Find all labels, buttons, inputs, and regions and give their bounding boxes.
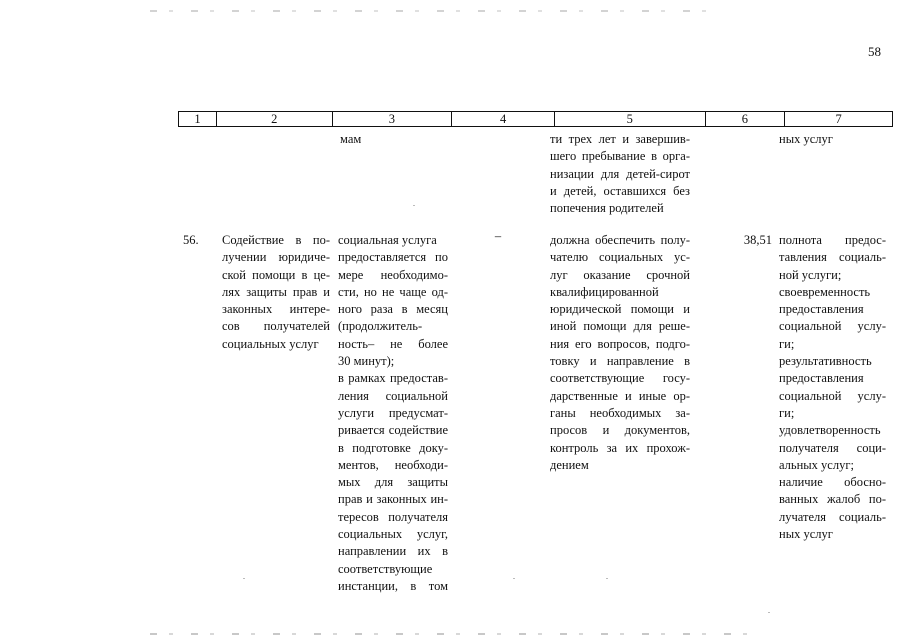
text-line: ных услуг bbox=[779, 527, 833, 542]
text-line: тавления социаль- bbox=[779, 250, 886, 265]
text-line: попечения родителей bbox=[550, 201, 664, 216]
text-line: должна обеспечить полу- bbox=[550, 233, 690, 247]
text-line: инстанции, в том bbox=[338, 578, 448, 593]
text-line: альных услуг; bbox=[779, 457, 854, 472]
text-line: удовлетворенность bbox=[779, 423, 881, 438]
text-line: товку и направление в bbox=[550, 354, 690, 369]
text-line: соответствующие bbox=[338, 561, 433, 576]
text-line: ти трех лет и завершив- bbox=[550, 132, 690, 146]
text-line: низации для детей-сирот bbox=[550, 166, 690, 181]
scan-speck bbox=[413, 205, 415, 206]
text-line: прав и законных ин- bbox=[338, 492, 448, 507]
text-line: результативность bbox=[779, 354, 872, 369]
row-56-tariff: 38,51 bbox=[743, 233, 772, 247]
text-line: ганы необходимых за- bbox=[550, 405, 690, 420]
scan-artifact-bottom bbox=[150, 633, 760, 635]
continuation-col-3: мам bbox=[340, 132, 362, 146]
text-line: предоставления bbox=[779, 371, 864, 386]
text-line: лучении юридиче- bbox=[222, 250, 330, 265]
header-col-6: 6 bbox=[706, 112, 786, 126]
text-line: (продолжитель- bbox=[338, 319, 423, 334]
text-line: наличие обосно- bbox=[779, 475, 886, 490]
text-line: социальных услуг bbox=[222, 336, 319, 351]
text-line: ривается содействие bbox=[338, 423, 448, 438]
text-line: социальной услу- bbox=[779, 388, 886, 403]
text-line: соответствующие госу- bbox=[550, 371, 690, 386]
row-56-col-4-dash: – bbox=[494, 229, 502, 243]
text-line: мых для защиты bbox=[338, 475, 448, 490]
text-line: юридической помощи и bbox=[550, 302, 690, 317]
text-line: ления социальной bbox=[338, 388, 448, 403]
text-line: мере необходимо- bbox=[338, 267, 448, 282]
text-line: лях защиты прав и bbox=[222, 284, 330, 299]
text-line: сов получателей bbox=[222, 319, 330, 334]
text-line: дением bbox=[550, 457, 589, 472]
header-col-1: 1 bbox=[179, 112, 217, 126]
page-number: 58 bbox=[868, 44, 881, 59]
text-line: направлении их в bbox=[338, 544, 448, 559]
header-col-3: 3 bbox=[333, 112, 453, 126]
text-line: полнота предос- bbox=[779, 233, 886, 247]
text-line: чателю социальных ус- bbox=[550, 250, 690, 265]
scan-artifact-top bbox=[150, 10, 710, 12]
text-line: ской помощи в це- bbox=[222, 267, 330, 282]
header-col-5: 5 bbox=[555, 112, 706, 126]
scan-speck bbox=[513, 578, 515, 579]
table-header-row bbox=[178, 111, 893, 127]
text-line: контроль за их прохож- bbox=[550, 440, 690, 455]
text-line: шего пребывание в орга- bbox=[550, 149, 690, 164]
text-line: луг оказание срочной bbox=[550, 267, 690, 282]
text-line: лучателя социаль- bbox=[779, 509, 886, 524]
text-line: сти, но не чаще од- bbox=[338, 284, 448, 299]
text-line: ги; bbox=[779, 336, 795, 351]
text-line: ного раза в месяц bbox=[338, 302, 448, 317]
row-56-requirements bbox=[550, 232, 690, 474]
text-line: ния его вопросов, подго- bbox=[550, 336, 690, 351]
header-col-4: 4 bbox=[452, 112, 555, 126]
row-56-service-name bbox=[222, 232, 330, 353]
header-col-7: 7 bbox=[835, 112, 842, 126]
text-line: квалифицированной bbox=[550, 284, 659, 299]
text-line: социальных услуг, bbox=[338, 527, 448, 542]
text-line: в подготовке доку- bbox=[338, 440, 448, 455]
text-line: ность– не более bbox=[338, 336, 448, 351]
text-line: ванных жалоб по- bbox=[779, 492, 886, 507]
row-56-quality-indicators bbox=[779, 232, 886, 543]
text-line: получателя соци- bbox=[779, 440, 886, 455]
text-line: и детей, оставшихся без bbox=[550, 183, 690, 198]
text-line: ной услуги; bbox=[779, 267, 842, 282]
row-56-service-description bbox=[338, 232, 448, 595]
text-line: услуги предусмат- bbox=[338, 405, 448, 420]
continuation-col-7: ных услуг bbox=[779, 132, 833, 146]
text-line: предоставления bbox=[779, 302, 864, 317]
text-line: социальная услуга bbox=[338, 233, 437, 247]
text-line: своевременность bbox=[779, 284, 871, 299]
text-line: предоставляется по bbox=[338, 250, 448, 265]
text-line: законных интере- bbox=[222, 302, 330, 317]
text-line: в рамках предостав- bbox=[338, 371, 448, 386]
row-56-number: 56. bbox=[183, 233, 199, 247]
text-line: ги; bbox=[779, 405, 795, 420]
scan-speck bbox=[768, 612, 770, 613]
header-col-2: 2 bbox=[217, 112, 333, 126]
text-line: социальной услу- bbox=[779, 319, 886, 334]
continuation-col-5 bbox=[550, 131, 690, 217]
text-line: тересов получателя bbox=[338, 509, 448, 524]
scan-speck bbox=[606, 578, 608, 579]
text-line: ментов, необходи- bbox=[338, 457, 448, 472]
text-line: Содействие в по- bbox=[222, 233, 330, 247]
text-line: иной помощи для реше- bbox=[550, 319, 690, 334]
text-line: дарственные и иные ор- bbox=[550, 388, 690, 403]
text-line: просов и документов, bbox=[550, 423, 690, 438]
scan-speck bbox=[243, 578, 245, 579]
text-line: 30 минут); bbox=[338, 354, 395, 369]
